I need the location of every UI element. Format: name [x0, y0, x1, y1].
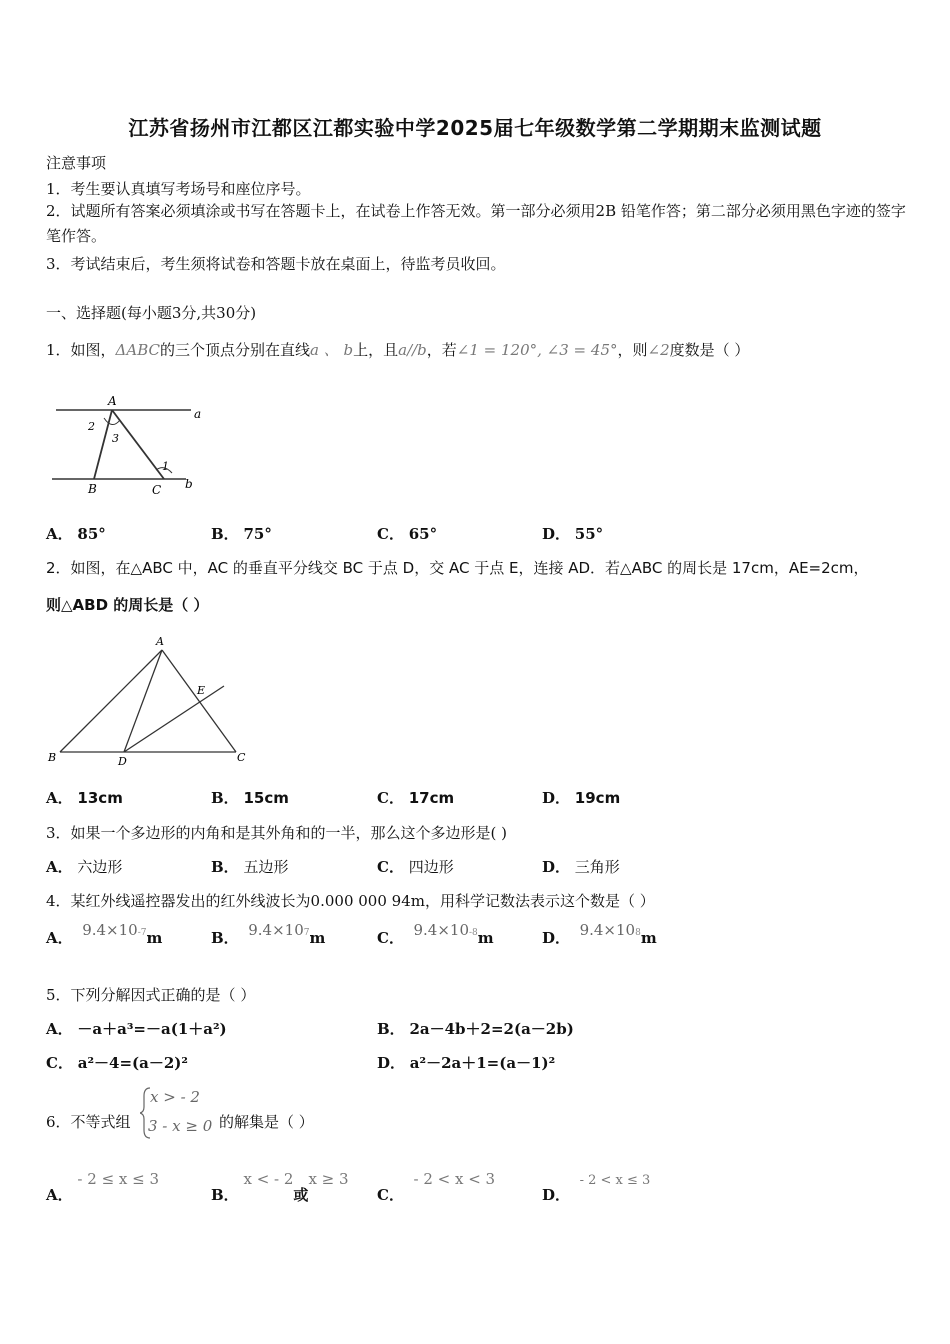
- q4-option-c[interactable]: C． $9.4\times 10^{-8}m$: [377, 921, 494, 947]
- q6-option-c[interactable]: C． - 2 < x < 3: [377, 1170, 496, 1204]
- label-B: B: [88, 482, 97, 496]
- label-B: B: [48, 751, 57, 764]
- q6-option-a[interactable]: A． - 2 ≤ x ≤ 3: [46, 1170, 160, 1204]
- system-line-2: 3 - x ≥ 0: [148, 1117, 213, 1135]
- section-heading: 一、选择题(每小题3分,共30分): [46, 304, 257, 322]
- q1-option-c[interactable]: C． 65°: [377, 525, 438, 543]
- q3-option-a[interactable]: A． 六边形: [46, 858, 123, 876]
- question-2-line1: 2．如图，在△ABC 中，AC 的垂直平分线交 BC 于点 D，交 AC 于点 E，连接 AD．若△ABC 的周长是 17cm，AE=2cm，: [46, 559, 869, 577]
- question-6-prefix: 6．不等式组: [46, 1113, 131, 1131]
- label-3: 3: [112, 432, 119, 445]
- page-title: 江苏省扬州市江都区江都实验中学2025届七年级数学第二学期期末监测试题: [128, 116, 822, 140]
- label-A: A: [156, 635, 164, 648]
- label-A: A: [108, 394, 117, 408]
- math-lines: a 、 b: [310, 341, 354, 359]
- q5-option-d[interactable]: D． a²－2a＋1=(a－1)²: [377, 1054, 556, 1072]
- label-E: E: [197, 684, 206, 697]
- question-5: 5．下列分解因式正确的是（ ）: [46, 986, 256, 1004]
- math-angles: ∠1 = 120°, ∠3 = 45°: [456, 341, 618, 359]
- q5-option-b[interactable]: B． 2a－4b＋2=2(a－2b): [377, 1020, 574, 1038]
- label-b: b: [185, 477, 193, 491]
- math-parallel: a//b: [398, 341, 427, 359]
- q3-option-c[interactable]: C． 四边形: [377, 858, 454, 876]
- q5-option-a[interactable]: A． －a＋a³=－a(1＋a²): [46, 1020, 227, 1038]
- notice-item-3: 3．考试结束后，考生须将试卷和答题卡放在桌面上，待监考员收回。: [46, 255, 506, 273]
- notice-heading: 注意事项: [46, 154, 107, 172]
- q2-option-a[interactable]: A． 13cm: [46, 789, 123, 807]
- label-2: 2: [88, 420, 95, 433]
- math-triangle: ΔABC: [115, 341, 160, 359]
- q2-option-c[interactable]: C． 17cm: [377, 789, 455, 807]
- label-C: C: [152, 483, 162, 497]
- q1-option-a[interactable]: A． 85°: [46, 525, 106, 543]
- q2-option-b[interactable]: B． 15cm: [211, 789, 289, 807]
- question-6-suffix: 的解集是（ ）: [219, 1113, 314, 1131]
- q1-option-b[interactable]: B． 75°: [211, 525, 272, 543]
- q6-option-d[interactable]: D． - 2 < x ≤ 3: [542, 1173, 651, 1204]
- inequality-system: [140, 1084, 220, 1142]
- question-2-line2: 则△ABD 的周长是（ ）: [46, 596, 209, 614]
- q3-option-b[interactable]: B． 五边形: [211, 858, 289, 876]
- notice-item-1: 1．考生要认真填写考场号和座位序号。: [46, 180, 311, 198]
- label-C: C: [237, 751, 246, 764]
- question-3: 3．如果一个多边形的内角和是其外角和的一半，那么这个多边形是( ): [46, 824, 508, 842]
- q1-option-d[interactable]: D． 55°: [542, 525, 604, 543]
- system-line-1: x > - 2: [150, 1088, 200, 1106]
- q4-option-a[interactable]: A． $9.4\times 10^{-7}m$: [46, 921, 163, 947]
- q3-option-d[interactable]: D． 三角形: [542, 858, 620, 876]
- figure-q2: [44, 630, 254, 770]
- math-angle2: ∠2: [647, 341, 670, 359]
- question-1: 1．如图，ΔABC的三个顶点分别在直线a 、 b上，且a//b，若∠1 = 120°, ∠3 = 45°，则∠2度数是（ ）: [46, 341, 750, 359]
- label-D: D: [118, 755, 127, 768]
- q6-option-b[interactable]: B． x < - 2或x ≥ 3: [211, 1170, 349, 1204]
- q5-option-c[interactable]: C． a²－4=(a－2)²: [46, 1054, 188, 1072]
- notice-item-2: 2．试题所有答案必须填涂或书写在答题卡上，在试卷上作答无效。第一部分必须用2B 铅笔作答；第二部分必须用黑色字迹的签字笔作答。: [46, 202, 906, 245]
- q4-option-b[interactable]: B． $9.4\times 10^7m$: [211, 921, 326, 947]
- q2-option-d[interactable]: D． 19cm: [542, 789, 621, 807]
- label-1: 1: [162, 460, 169, 473]
- label-a: a: [194, 407, 202, 421]
- figure-q1: [46, 390, 216, 505]
- question-4: 4．某红外线遥控器发出的红外线波长为0.000 000 94m，用科学记数法表示这个数是（ ）: [46, 892, 655, 910]
- q4-option-d[interactable]: D． $9.4\times 10^8m$: [542, 921, 657, 947]
